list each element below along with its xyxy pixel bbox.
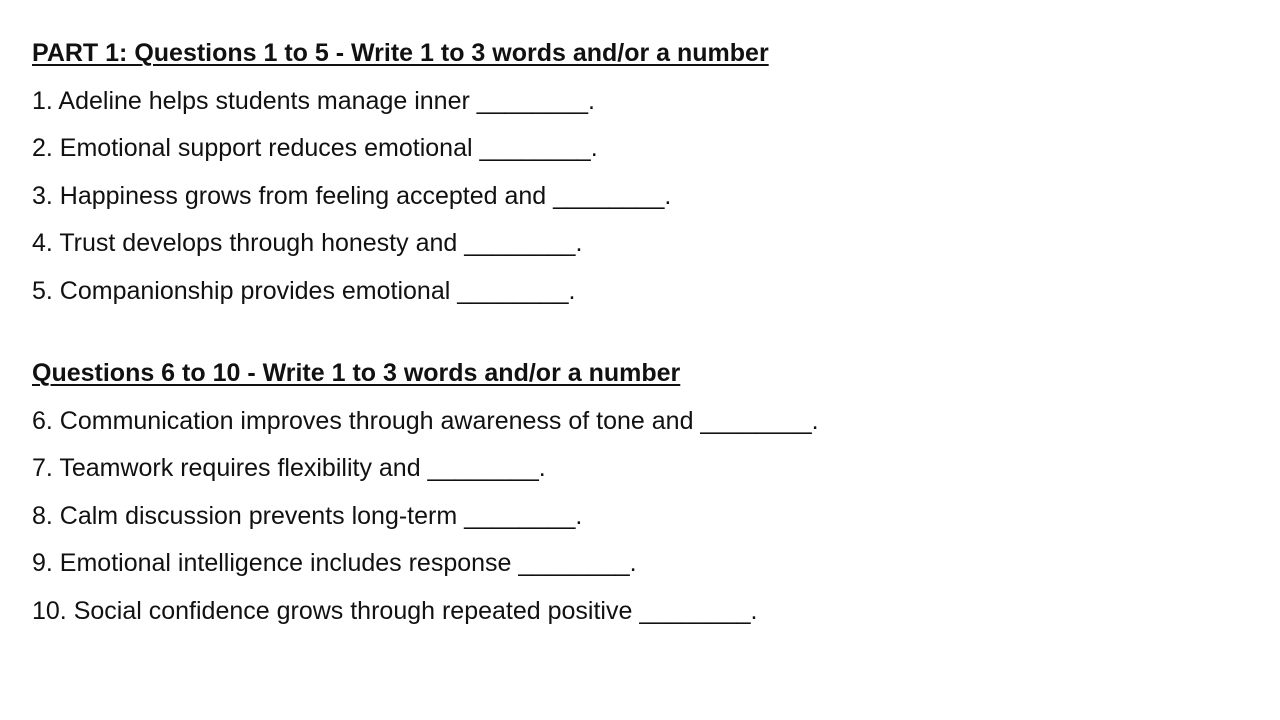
question-1: 1. Adeline helps students manage inner ________.	[32, 86, 595, 115]
question-6: 6. Communication improves through awareness of tone and ________.	[32, 406, 819, 435]
section-part-1	[32, 36, 1280, 308]
question-7: 7. Teamwork requires flexibility and ________.	[32, 454, 546, 483]
section-heading: Questions 6 to 10 - Write 1 to 3 words and/or a number	[32, 358, 681, 387]
question-10: 10. Social confidence grows through repeated positive ________.	[32, 596, 758, 625]
question-2: 2. Emotional support reduces emotional ________.	[32, 134, 598, 163]
question-4: 4. Trust develops through honesty and ________.	[32, 229, 583, 258]
question-5: 5. Companionship provides emotional ________.	[32, 276, 576, 305]
question-3: 3. Happiness grows from feeling accepted and ________.	[32, 181, 672, 210]
question-9: 9. Emotional intelligence includes response ________.	[32, 549, 637, 578]
question-8: 8. Calm discussion prevents long-term ________.	[32, 501, 583, 530]
section-questions-6-10	[32, 356, 1280, 628]
section-heading: PART 1: Questions 1 to 5 - Write 1 to 3 words and/or a number	[32, 39, 769, 67]
